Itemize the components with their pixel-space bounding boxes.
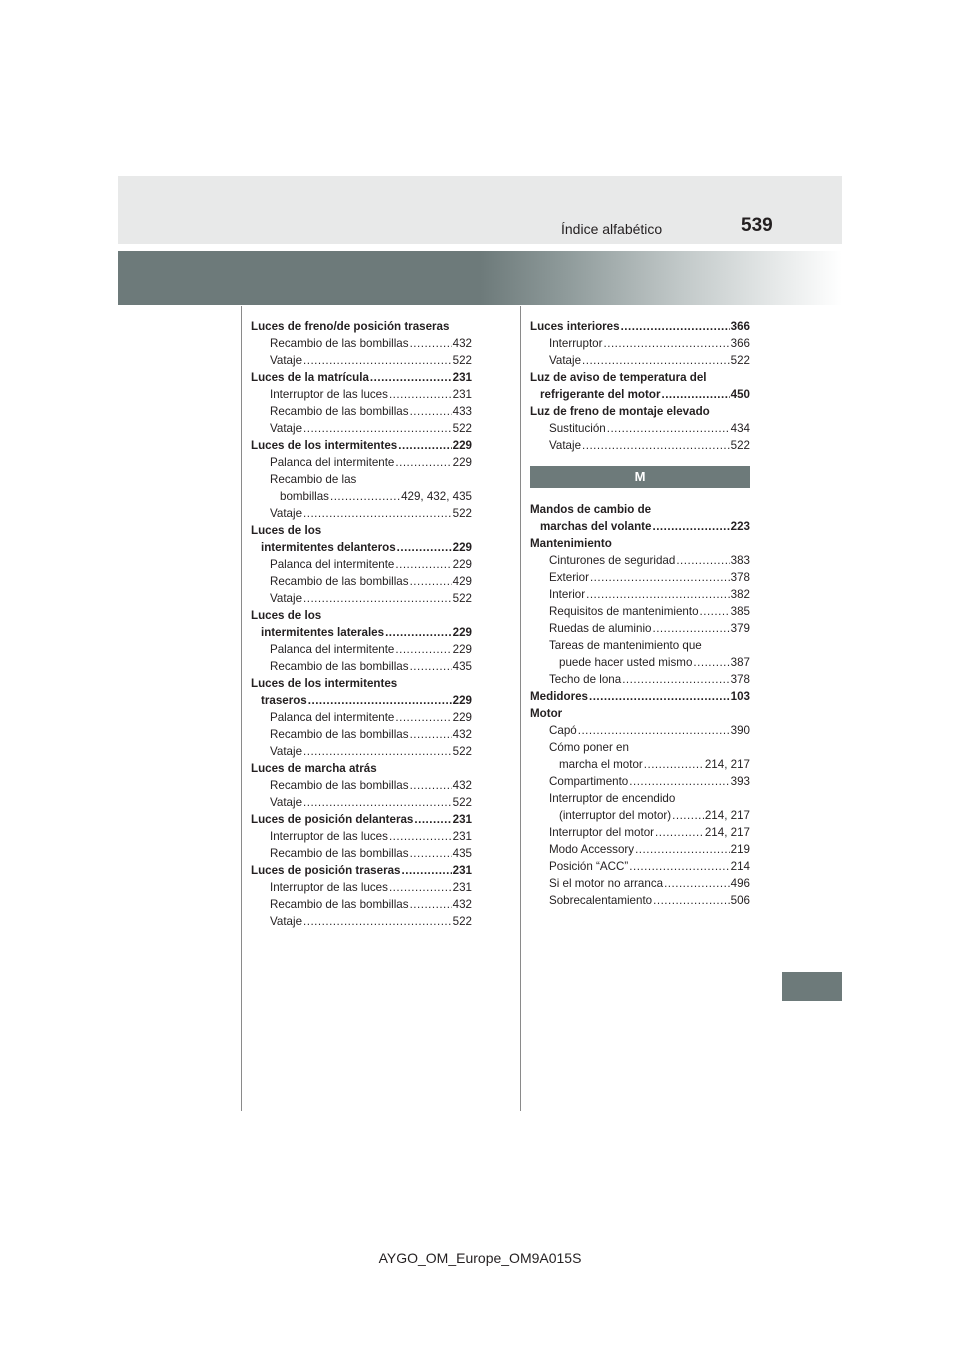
- index-entry-text: bombillas: [280, 490, 329, 503]
- index-entry: [530, 569, 750, 586]
- index-entry-page: 382: [730, 588, 750, 601]
- index-entry: [530, 790, 750, 807]
- leader-dots: [589, 688, 730, 705]
- index-entry-text: Recambio de las bombillas: [270, 575, 409, 588]
- index-entry: [530, 722, 750, 739]
- index-entry: [530, 369, 750, 386]
- leader-dots: [652, 518, 729, 535]
- leader-dots: [644, 756, 704, 773]
- index-entry: [251, 539, 472, 556]
- index-entry-text: Vataje: [270, 915, 303, 928]
- index-entry-page: 435: [452, 847, 472, 860]
- index-entry-text: Luces interiores: [530, 320, 620, 333]
- index-entry: [251, 896, 472, 913]
- index-entry-text: Vataje: [270, 354, 303, 367]
- header-gradient-bar: [118, 251, 842, 305]
- index-entry-page: 432: [452, 898, 472, 911]
- index-entry: [251, 369, 472, 386]
- leader-dots: [303, 590, 452, 607]
- index-entry-page: 231: [452, 371, 472, 384]
- index-entry: [251, 607, 472, 624]
- leader-dots: [629, 773, 729, 790]
- index-entry-page: 229: [452, 626, 472, 639]
- index-entry: [251, 437, 472, 454]
- index-entry: [251, 522, 472, 539]
- index-column-right: [530, 318, 750, 909]
- index-entry: [251, 726, 472, 743]
- index-entry: [251, 760, 472, 777]
- index-entry-text: Exterior: [549, 571, 589, 584]
- leader-dots: [395, 454, 451, 471]
- index-entry-text: Ruedas de aluminio: [549, 622, 652, 635]
- leader-dots: [410, 896, 452, 913]
- leader-dots: [414, 811, 451, 828]
- index-entry-page: 432: [452, 728, 472, 741]
- index-entry: [251, 488, 472, 505]
- index-entry-text: Luces de los: [251, 524, 322, 537]
- index-entry-text: Cómo poner en: [549, 741, 629, 754]
- leader-dots: [303, 420, 452, 437]
- leader-dots: [410, 658, 452, 675]
- center-column-rule: [520, 306, 521, 1111]
- leader-dots: [397, 539, 452, 556]
- index-entry-page: 229: [452, 643, 472, 656]
- index-entry-text: Luz de aviso de temperatura del: [530, 371, 707, 384]
- index-entry-page: 435: [452, 660, 472, 673]
- left-column-rule: [241, 306, 242, 1111]
- index-entry-text: Vataje: [549, 439, 582, 452]
- index-group-l-continued: [530, 318, 750, 454]
- leader-dots: [621, 318, 730, 335]
- index-entry: [530, 501, 750, 518]
- index-entry: [530, 437, 750, 454]
- index-entry-text: traseros: [261, 694, 307, 707]
- leader-dots: [308, 692, 452, 709]
- index-entry: [530, 386, 750, 403]
- index-entry: [251, 590, 472, 607]
- index-entry-page: 231: [452, 830, 472, 843]
- leader-dots: [652, 620, 729, 637]
- index-entry: [251, 556, 472, 573]
- index-entry-text: Luces de posición traseras: [251, 864, 401, 877]
- index-entry-page: 522: [452, 422, 472, 435]
- index-entry-text: Recambio de las bombillas: [270, 728, 409, 741]
- index-entry-text: Interruptor de las luces: [270, 388, 388, 401]
- index-entry-text: Tareas de mantenimiento que: [549, 639, 702, 652]
- index-entry: [251, 318, 472, 335]
- index-entry-text: Palanca del intermitente: [270, 643, 395, 656]
- leader-dots: [303, 913, 452, 930]
- index-entry: [530, 688, 750, 705]
- leader-dots: [410, 335, 452, 352]
- index-entry-text: Capó: [549, 724, 577, 737]
- index-entry: [530, 875, 750, 892]
- index-entry-page: 450: [730, 388, 750, 401]
- index-entry-page: 522: [452, 796, 472, 809]
- index-entry-text: Recambio de las bombillas: [270, 337, 409, 350]
- index-entry-text: Luz de freno de montaje elevado: [530, 405, 710, 418]
- index-entry-text: marcha el motor: [559, 758, 643, 771]
- index-entry-page: 214, 217: [704, 758, 750, 771]
- leader-dots: [607, 420, 730, 437]
- index-entry-text: (interruptor del motor): [559, 809, 672, 822]
- leader-dots: [672, 807, 704, 824]
- index-entry: [530, 892, 750, 909]
- index-entry-text: Interruptor de encendido: [549, 792, 676, 805]
- index-entry: [530, 756, 750, 773]
- index-entry-page: 429, 432, 435: [401, 490, 472, 503]
- index-entry-text: Posición “ACC”: [549, 860, 629, 873]
- index-entry: [251, 403, 472, 420]
- index-entry-text: Vataje: [270, 422, 303, 435]
- index-entry: [530, 603, 750, 620]
- index-entry: [251, 777, 472, 794]
- index-entry: [530, 705, 750, 722]
- index-entry-page: 103: [730, 690, 750, 703]
- index-entry-page: 522: [452, 354, 472, 367]
- index-entry-text: Luces de freno/de posición traseras: [251, 320, 450, 333]
- leader-dots: [410, 845, 452, 862]
- index-entry-text: Vataje: [270, 796, 303, 809]
- leader-dots: [629, 858, 729, 875]
- leader-dots: [410, 777, 452, 794]
- document-footer: AYGO_OM_Europe_OM9A015S: [378, 1250, 582, 1266]
- index-entry: [530, 620, 750, 637]
- index-entry-page: 214: [730, 860, 750, 873]
- index-entry-text: refrigerante del motor: [540, 388, 661, 401]
- index-entry-page: 506: [730, 894, 750, 907]
- index-entry-page: 383: [730, 554, 750, 567]
- index-entry-text: Vataje: [270, 745, 303, 758]
- leader-dots: [389, 879, 452, 896]
- leader-dots: [578, 722, 730, 739]
- index-entry: [251, 454, 472, 471]
- index-entry: [251, 675, 472, 692]
- index-entry-page: 231: [452, 864, 472, 877]
- leader-dots: [676, 552, 729, 569]
- leader-dots: [586, 586, 730, 603]
- leader-dots: [303, 505, 452, 522]
- index-entry: [530, 637, 750, 654]
- leader-dots: [330, 488, 400, 505]
- index-entry-page: 385: [730, 605, 750, 618]
- leader-dots: [303, 743, 452, 760]
- index-entry-text: Recambio de las bombillas: [270, 405, 409, 418]
- index-entry-page: 522: [452, 915, 472, 928]
- leader-dots: [410, 726, 452, 743]
- section-title: Índice alfabético: [561, 221, 663, 237]
- leader-dots: [395, 556, 451, 573]
- index-entry-page: 229: [452, 456, 472, 469]
- index-entry-page: 231: [452, 881, 472, 894]
- index-entry: [251, 386, 472, 403]
- leader-dots: [661, 386, 729, 403]
- leader-dots: [402, 862, 452, 879]
- index-entry: [530, 824, 750, 841]
- index-entry: [251, 505, 472, 522]
- index-entry: [251, 352, 472, 369]
- index-entry-page: 522: [452, 745, 472, 758]
- leader-dots: [700, 603, 730, 620]
- index-entry-text: Palanca del intermitente: [270, 456, 395, 469]
- index-entry-page: 231: [452, 388, 472, 401]
- index-entry-page: 219: [730, 843, 750, 856]
- index-entry-text: Interruptor de las luces: [270, 881, 388, 894]
- index-entry-text: Luces de los intermitentes: [251, 439, 398, 452]
- index-entry: [530, 841, 750, 858]
- leader-dots: [389, 386, 452, 403]
- index-entry-text: Interior: [549, 588, 586, 601]
- index-entry: [251, 420, 472, 437]
- index-entry-text: Techo de lona: [549, 673, 622, 686]
- index-entry-page: 231: [452, 813, 472, 826]
- index-entry: [530, 858, 750, 875]
- index-entry: [530, 671, 750, 688]
- index-entry: [530, 420, 750, 437]
- index-entry-page: 366: [730, 337, 750, 350]
- index-entry-text: Luces de posición delanteras: [251, 813, 414, 826]
- index-entry: [251, 573, 472, 590]
- leader-dots: [410, 403, 452, 420]
- index-entry-page: 522: [452, 507, 472, 520]
- index-entry-text: Cinturones de seguridad: [549, 554, 676, 567]
- index-entry: [530, 739, 750, 756]
- index-entry-page: 522: [452, 592, 472, 605]
- leader-dots: [664, 875, 730, 892]
- index-entry: [251, 471, 472, 488]
- index-entry-text: Interruptor: [549, 337, 603, 350]
- index-entry: [530, 552, 750, 569]
- index-entry-page: 214, 217: [704, 809, 750, 822]
- index-entry-page: 387: [730, 656, 750, 669]
- header-band: [118, 176, 842, 244]
- index-entry: [251, 862, 472, 879]
- index-entry-page: 522: [730, 439, 750, 452]
- letter-band-m: M: [530, 466, 750, 488]
- leader-dots: [653, 892, 730, 909]
- leader-dots: [303, 352, 452, 369]
- index-entry-text: Recambio de las bombillas: [270, 898, 409, 911]
- index-entry-text: Sobrecalentamiento: [549, 894, 653, 907]
- leader-dots: [389, 828, 452, 845]
- index-entry: [251, 794, 472, 811]
- index-entry-page: 432: [452, 337, 472, 350]
- leader-dots: [590, 569, 730, 586]
- index-entry-text: marchas del volante: [540, 520, 652, 533]
- leader-dots: [398, 437, 451, 454]
- index-entry: [530, 773, 750, 790]
- index-entry-text: Interruptor de las luces: [270, 830, 388, 843]
- index-entry-page: 229: [452, 558, 472, 571]
- index-entry-text: Vataje: [270, 507, 303, 520]
- index-entry: [530, 318, 750, 335]
- leader-dots: [410, 573, 452, 590]
- index-entry-text: Palanca del intermitente: [270, 711, 395, 724]
- index-entry-text: Interruptor del motor: [549, 826, 655, 839]
- leader-dots: [582, 352, 730, 369]
- index-entry-text: Sustitución: [549, 422, 606, 435]
- index-entry: [251, 879, 472, 896]
- index-entry: [251, 709, 472, 726]
- index-entry-page: 393: [730, 775, 750, 788]
- index-entry-page: 378: [730, 571, 750, 584]
- index-entry: [251, 828, 472, 845]
- index-entry: [530, 807, 750, 824]
- index-entry-text: Recambio de las bombillas: [270, 660, 409, 673]
- leader-dots: [693, 654, 729, 671]
- index-entry: [251, 913, 472, 930]
- index-entry-text: Recambio de las: [270, 473, 357, 486]
- leader-dots: [635, 841, 730, 858]
- index-entry-page: 229: [452, 711, 472, 724]
- index-group-m: [530, 501, 750, 909]
- index-entry-page: 379: [730, 622, 750, 635]
- index-entry-text: intermitentes delanteros: [261, 541, 396, 554]
- index-entry-page: 223: [730, 520, 750, 533]
- leader-dots: [604, 335, 730, 352]
- leader-dots: [395, 641, 451, 658]
- thumb-index-tab: [782, 972, 842, 1001]
- index-entry-text: Recambio de las bombillas: [270, 779, 409, 792]
- index-entry-page: 214, 217: [704, 826, 750, 839]
- index-entry-page: 429: [452, 575, 472, 588]
- index-entry: [251, 743, 472, 760]
- index-entry-text: Mantenimiento: [530, 537, 612, 550]
- index-entry: [251, 692, 472, 709]
- leader-dots: [303, 794, 452, 811]
- index-entry-text: Mandos de cambio de: [530, 503, 652, 516]
- index-entry: [251, 641, 472, 658]
- index-entry-page: 366: [730, 320, 750, 333]
- leader-dots: [582, 437, 730, 454]
- index-entry-page: 432: [452, 779, 472, 792]
- index-entry-text: Vataje: [270, 592, 303, 605]
- leader-dots: [370, 369, 452, 386]
- index-entry-text: Motor: [530, 707, 563, 720]
- index-entry: [530, 403, 750, 420]
- index-entry-page: 522: [730, 354, 750, 367]
- index-entry-text: Luces de los: [251, 609, 322, 622]
- index-entry-text: Luces de marcha atrás: [251, 762, 377, 775]
- index-entry-text: Medidores: [530, 690, 588, 703]
- index-entry-page: 496: [730, 877, 750, 890]
- index-entry: [251, 624, 472, 641]
- index-entry: [530, 535, 750, 552]
- index-entry: [251, 335, 472, 352]
- index-entry-page: 433: [452, 405, 472, 418]
- leader-dots: [385, 624, 452, 641]
- index-entry: [251, 658, 472, 675]
- index-entry-text: Modo Accessory: [549, 843, 635, 856]
- index-entry-text: Vataje: [549, 354, 582, 367]
- index-entry: [530, 654, 750, 671]
- index-entry: [530, 335, 750, 352]
- index-entry-text: Recambio de las bombillas: [270, 847, 409, 860]
- leader-dots: [622, 671, 729, 688]
- index-entry-page: 229: [452, 694, 472, 707]
- index-entry: [530, 518, 750, 535]
- index-entry-text: Requisitos de mantenimiento: [549, 605, 699, 618]
- index-entry: [251, 845, 472, 862]
- index-entry-text: Luces de los intermitentes: [251, 677, 398, 690]
- index-entry-page: 229: [452, 439, 472, 452]
- page-number: 539: [741, 215, 773, 236]
- index-entry: [530, 586, 750, 603]
- index-entry-text: intermitentes laterales: [261, 626, 385, 639]
- index-entry: [251, 811, 472, 828]
- index-entry-page: 378: [730, 673, 750, 686]
- index-entry-page: 229: [452, 541, 472, 554]
- index-entry-text: Si el motor no arranca: [549, 877, 664, 890]
- index-column-left: [251, 318, 472, 930]
- index-entry: [530, 352, 750, 369]
- index-entry-text: Compartimento: [549, 775, 629, 788]
- index-entry-text: Luces de la matrícula: [251, 371, 369, 384]
- index-entry-page: 434: [730, 422, 750, 435]
- leader-dots: [655, 824, 704, 841]
- index-entry-page: 390: [730, 724, 750, 737]
- index-entry-text: puede hacer usted mismo: [559, 656, 693, 669]
- leader-dots: [395, 709, 451, 726]
- index-entry-text: Palanca del intermitente: [270, 558, 395, 571]
